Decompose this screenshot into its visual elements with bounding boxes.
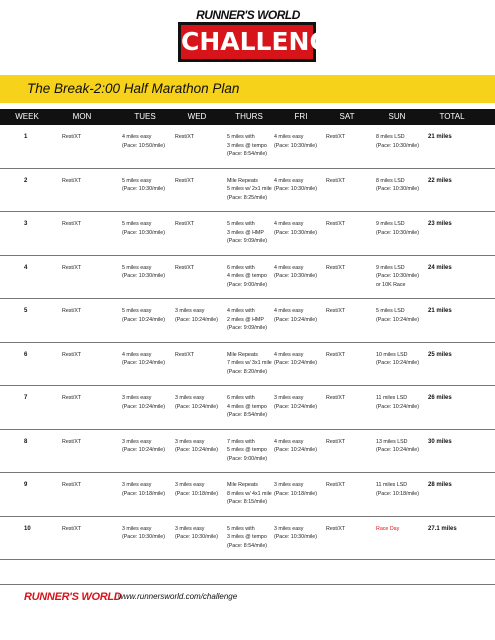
cell-mon [62, 220, 81, 229]
cell-week: 10 [24, 525, 31, 532]
cell-line: Rest/XT [62, 395, 82, 401]
cell-line: Rest/XT [62, 482, 82, 488]
cell-thurs [227, 177, 272, 203]
cell-line: Rest/XT [175, 221, 195, 227]
cell-wed [175, 525, 218, 542]
cell-tues [122, 438, 165, 455]
table-row [0, 256, 495, 300]
cell-sun [376, 177, 419, 194]
cell-line: (Pace: 10:24/mile) [274, 403, 317, 410]
cell-line: Rest/XT [62, 438, 82, 445]
cell-line: (Pace: 10:30/mile) [122, 229, 165, 236]
cell-wed [175, 481, 218, 498]
cell-line: (Pace: 8:54/mile) [227, 542, 268, 549]
cell-line: 3 miles easy [122, 482, 152, 488]
cell-line: (Pace: 10:18/mile) [376, 490, 419, 497]
cell-line: (Pace: 10:24/mile) [376, 447, 419, 454]
cell-line: 5 miles LSD [376, 308, 405, 314]
cell-line: or 10K Race [376, 281, 406, 288]
cell-thurs [227, 438, 267, 464]
logo-wordmark-top: RUNNER'S WORLD [196, 8, 300, 22]
cell-line: (Pace: 10:24/mile) [175, 447, 218, 454]
cell-thurs [227, 525, 267, 551]
cell-line: (Pace: 10:30/mile) [175, 534, 218, 541]
logo-banner [178, 22, 348, 62]
cell-line: (Pace: 10:24/mile) [274, 316, 317, 323]
cell-line: 4 miles easy [274, 351, 304, 358]
cell-line: (Pace: 10:30/mile) [122, 273, 165, 280]
cell-sat [326, 525, 345, 534]
table-row [0, 212, 495, 256]
cell-line: (Pace: 10:24/mile) [376, 403, 419, 410]
cell-line: Rest/XT [326, 221, 346, 227]
cell-wed [175, 220, 194, 229]
cell-sat [326, 264, 345, 273]
cell-wed [175, 133, 194, 142]
cell-sun [376, 525, 399, 534]
cell-line: 4 miles easy [274, 221, 304, 227]
cell-fri [274, 525, 317, 542]
cell-mon [62, 394, 81, 403]
cell-line: 3 miles easy [175, 525, 205, 532]
cell-line: 3 miles easy [175, 308, 205, 314]
cell-line: (Pace: 10:24/mile) [376, 360, 419, 367]
cell-line: 3 miles easy [175, 438, 205, 445]
column-header-thurs: THURS [235, 112, 263, 121]
cell-week: 9 [24, 482, 28, 488]
cell-line: Rest/XT [175, 351, 195, 358]
cell-tues [122, 394, 165, 411]
cell-line: Rest/XT [175, 134, 195, 140]
cell-sat [326, 177, 345, 186]
title-band [0, 75, 495, 103]
cell-fri [274, 438, 317, 455]
cell-line: (Pace: 10:18/mile) [175, 490, 218, 497]
cell-sun [376, 394, 419, 411]
cell-line: 5 miles easy [122, 221, 152, 227]
cell-line: 4 miles easy [274, 134, 304, 140]
cell-tues [122, 307, 165, 324]
cell-line: 3 miles easy [122, 395, 152, 401]
cell-mon [62, 351, 81, 360]
cell-sun [376, 133, 419, 150]
column-header-mon: MON [72, 112, 92, 121]
footer-divider [0, 584, 495, 585]
cell-line: 2 miles @ HMP [227, 316, 264, 323]
plan-title: The Break-2:00 Half Marathon Plan [27, 81, 240, 96]
cell-total: 22 miles [428, 177, 452, 184]
cell-line: (Pace: 10:18/mile) [274, 490, 317, 497]
footer-brand-logo: RUNNER'S WORLD [24, 591, 122, 603]
cell-tues [122, 177, 165, 194]
cell-line: (Pace: 10:24/mile) [175, 316, 218, 323]
cell-line: 9 miles LSD [376, 221, 405, 227]
cell-sat [326, 133, 345, 142]
cell-line: (Pace: 10:30/mile) [376, 273, 419, 280]
cell-week: 4 [24, 264, 28, 271]
cell-sun [376, 307, 419, 324]
cell-sat [326, 438, 345, 447]
cell-line: 5 miles easy [122, 308, 152, 314]
cell-tues [122, 525, 165, 542]
table-row [0, 386, 495, 430]
cell-line: Rest/XT [326, 177, 346, 184]
cell-fri [274, 394, 317, 411]
cell-line: Rest/XT [326, 395, 346, 401]
cell-line: 11 miles LSD [376, 482, 408, 488]
cell-sat [326, 307, 345, 316]
cell-line: Rest/XT [326, 134, 346, 140]
cell-line: 4 miles easy [122, 134, 152, 140]
cell-line: 8 miles LSD [376, 134, 405, 140]
cell-sun [376, 264, 419, 290]
cell-sun [376, 351, 419, 368]
cell-line: Rest/XT [62, 177, 82, 184]
cell-total: 21 miles [428, 308, 452, 314]
cell-total: 30 miles [428, 438, 452, 445]
cell-total: 25 miles [428, 351, 452, 358]
cell-fri [274, 351, 317, 368]
footer-url: www.runnersworld.com/challenge [118, 592, 238, 601]
cell-fri [274, 177, 317, 194]
cell-line: (Pace: 10:24/mile) [122, 316, 165, 323]
cell-line: 3 miles easy [175, 482, 205, 488]
cell-mon [62, 307, 81, 316]
cell-line: 8 miles LSD [376, 177, 405, 184]
cell-line: 4 miles @ tempo [227, 403, 267, 410]
table-row [0, 169, 495, 213]
cell-line: Rest/XT [175, 264, 195, 271]
cell-line: 5 miles w/ 2x1 mile [227, 186, 272, 193]
table-row [0, 343, 495, 387]
cell-line: Race Day [376, 525, 400, 532]
cell-week: 8 [24, 438, 28, 445]
cell-line: (Pace: 10:24/mile) [122, 403, 165, 410]
cell-line: (Pace: 10:30/mile) [376, 229, 419, 236]
cell-sun [376, 481, 419, 498]
cell-line: Rest/XT [326, 351, 346, 358]
cell-line: (Pace: 10:30/mile) [122, 186, 165, 193]
cell-line: (Pace: 10:24/mile) [376, 316, 419, 323]
cell-thurs [227, 307, 267, 333]
table-header [0, 109, 495, 125]
cell-tues [122, 264, 165, 281]
cell-mon [62, 264, 81, 273]
cell-line: Rest/XT [326, 308, 346, 314]
cell-tues [122, 481, 165, 498]
cell-line: 3 miles easy [274, 525, 304, 532]
cell-line: (Pace: 9:00/mile) [227, 455, 268, 462]
cell-line: (Pace: 9:09/mile) [227, 238, 268, 245]
cell-thurs [227, 264, 267, 290]
cell-fri [274, 220, 317, 237]
cell-total: 23 miles [428, 221, 452, 227]
cell-total: 27.1 miles [428, 525, 457, 532]
cell-fri [274, 133, 317, 150]
cell-wed [175, 177, 194, 186]
cell-line: Rest/XT [326, 264, 346, 271]
cell-total: 21 miles [428, 134, 452, 140]
cell-line: 7 miles with [227, 438, 255, 445]
logo-wordmark-main: CHALLENGE [181, 27, 348, 56]
cell-line: 5 miles easy [122, 264, 152, 271]
cell-line: (Pace: 8:54/mile) [227, 412, 268, 419]
cell-line: (Pace: 10:30/mile) [274, 229, 317, 236]
column-header-total: TOTAL [439, 112, 465, 121]
cell-thurs [227, 351, 272, 377]
cell-mon [62, 438, 81, 447]
cell-line: (Pace: 10:30/mile) [376, 186, 419, 193]
cell-line: (Pace: 8:15/mile) [227, 499, 268, 506]
cell-line: (Pace: 10:50/mile) [122, 142, 165, 149]
cell-line: (Pace: 10:24/mile) [274, 447, 317, 454]
cell-week: 3 [24, 221, 28, 227]
cell-line: 9 miles LSD [376, 264, 405, 271]
cell-tues [122, 133, 165, 150]
cell-line: Rest/XT [62, 221, 82, 227]
cell-sun [376, 438, 419, 455]
cell-line: 5 miles @ tempo [227, 447, 267, 454]
challenge-logo [0, 8, 495, 70]
cell-line: 13 miles LSD [376, 438, 408, 445]
cell-tues [122, 220, 165, 237]
cell-line: (Pace: 10:30/mile) [122, 534, 165, 541]
cell-line: 3 miles @ tempo [227, 534, 267, 541]
cell-line: 4 miles easy [274, 177, 304, 184]
cell-line: 4 miles easy [122, 351, 152, 358]
cell-fri [274, 481, 317, 498]
cell-total: 24 miles [428, 264, 452, 271]
cell-wed [175, 264, 194, 273]
cell-line: (Pace: 10:30/mile) [274, 534, 317, 541]
cell-line: 3 miles easy [122, 525, 152, 532]
cell-line: 8 miles w/ 4x1 mile [227, 490, 272, 497]
cell-line: 4 miles easy [274, 264, 304, 271]
cell-line: 3 miles easy [175, 395, 205, 401]
cell-line: 6 miles with [227, 264, 255, 271]
cell-line: 3 miles easy [274, 395, 304, 401]
cell-line: (Pace: 10:30/mile) [274, 142, 317, 149]
cell-line: 4 miles with [227, 308, 255, 314]
cell-wed [175, 394, 218, 411]
footer [0, 580, 495, 640]
column-header-sat: SAT [339, 112, 355, 121]
cell-line: 4 miles easy [274, 308, 304, 314]
cell-week: 7 [24, 395, 28, 401]
cell-line: (Pace: 8:20/mile) [227, 368, 268, 375]
cell-sat [326, 220, 345, 229]
cell-total: 26 miles [428, 395, 452, 401]
cell-line: (Pace: 10:18/mile) [122, 490, 165, 497]
cell-sun [376, 220, 419, 237]
cell-line: Rest/XT [326, 438, 346, 445]
cell-line: 5 miles with [227, 134, 255, 140]
cell-sat [326, 351, 345, 360]
cell-line: (Pace: 9:09/mile) [227, 325, 268, 332]
cell-line: 3 miles @ tempo [227, 142, 267, 149]
cell-line: (Pace: 10:30/mile) [376, 142, 419, 149]
cell-line: (Pace: 10:30/mile) [274, 186, 317, 193]
cell-line: 4 miles easy [274, 438, 304, 445]
cell-line: Mile Repeats [227, 351, 258, 358]
cell-week: 1 [24, 134, 28, 140]
cell-line: (Pace: 10:24/mile) [175, 403, 218, 410]
cell-line: Rest/XT [326, 482, 346, 488]
table-row [0, 517, 495, 561]
cell-line: Rest/XT [62, 134, 82, 140]
cell-thurs [227, 481, 272, 507]
column-header-sun: SUN [388, 112, 406, 121]
cell-line: Rest/XT [62, 525, 82, 532]
cell-line: (Pace: 10:24/mile) [122, 447, 165, 454]
cell-line: 11 miles LSD [376, 395, 408, 401]
cell-line: Rest/XT [175, 177, 195, 184]
cell-line: Rest/XT [62, 308, 82, 314]
cell-thurs [227, 394, 267, 420]
cell-week: 6 [24, 351, 28, 358]
cell-line: 3 miles easy [122, 438, 152, 445]
cell-sat [326, 394, 345, 403]
table-row [0, 473, 495, 517]
cell-line: 5 miles with [227, 221, 255, 227]
cell-mon [62, 481, 81, 490]
table-row [0, 125, 495, 169]
cell-line: 3 miles easy [274, 482, 304, 488]
cell-wed [175, 307, 218, 324]
cell-line: Rest/XT [62, 264, 82, 271]
cell-mon [62, 177, 81, 186]
cell-line: (Pace: 9:00/mile) [227, 281, 268, 288]
cell-total: 28 miles [428, 482, 452, 488]
cell-line: 4 miles @ tempo [227, 273, 267, 280]
table-row [0, 430, 495, 474]
cell-tues [122, 351, 165, 368]
cell-line: (Pace: 10:24/mile) [274, 360, 317, 367]
column-header-fri: FRI [294, 112, 308, 121]
cell-line: 6 miles with [227, 395, 255, 401]
cell-fri [274, 307, 317, 324]
cell-line: 5 miles with [227, 525, 255, 532]
column-header-tues: TUES [134, 112, 156, 121]
cell-week: 2 [24, 177, 28, 184]
cell-line: (Pace: 8:54/mile) [227, 151, 268, 158]
cell-thurs [227, 220, 267, 246]
cell-sat [326, 481, 345, 490]
cell-thurs [227, 133, 267, 159]
cell-line: Mile Repeats [227, 482, 258, 488]
cell-mon [62, 133, 81, 142]
column-header-wed: WED [187, 112, 207, 121]
cell-line: 10 miles LSD [376, 351, 408, 358]
cell-line: Rest/XT [62, 351, 82, 358]
cell-line: Rest/XT [326, 525, 346, 532]
table-row [0, 299, 495, 343]
cell-line: 7 miles w/ 3x1 mile [227, 360, 272, 367]
cell-line: (Pace: 10:30/mile) [274, 273, 317, 280]
cell-line: (Pace: 8:25/mile) [227, 194, 268, 201]
cell-wed [175, 351, 194, 360]
cell-fri [274, 264, 317, 281]
cell-week: 5 [24, 308, 28, 314]
cell-line: Mile Repeats [227, 177, 258, 184]
cell-wed [175, 438, 218, 455]
cell-mon [62, 525, 81, 534]
cell-line: (Pace: 10:24/mile) [122, 360, 165, 367]
column-header-week: WEEK [15, 112, 39, 121]
cell-line: 5 miles easy [122, 177, 152, 184]
cell-line: 3 miles @ HMP [227, 229, 264, 236]
